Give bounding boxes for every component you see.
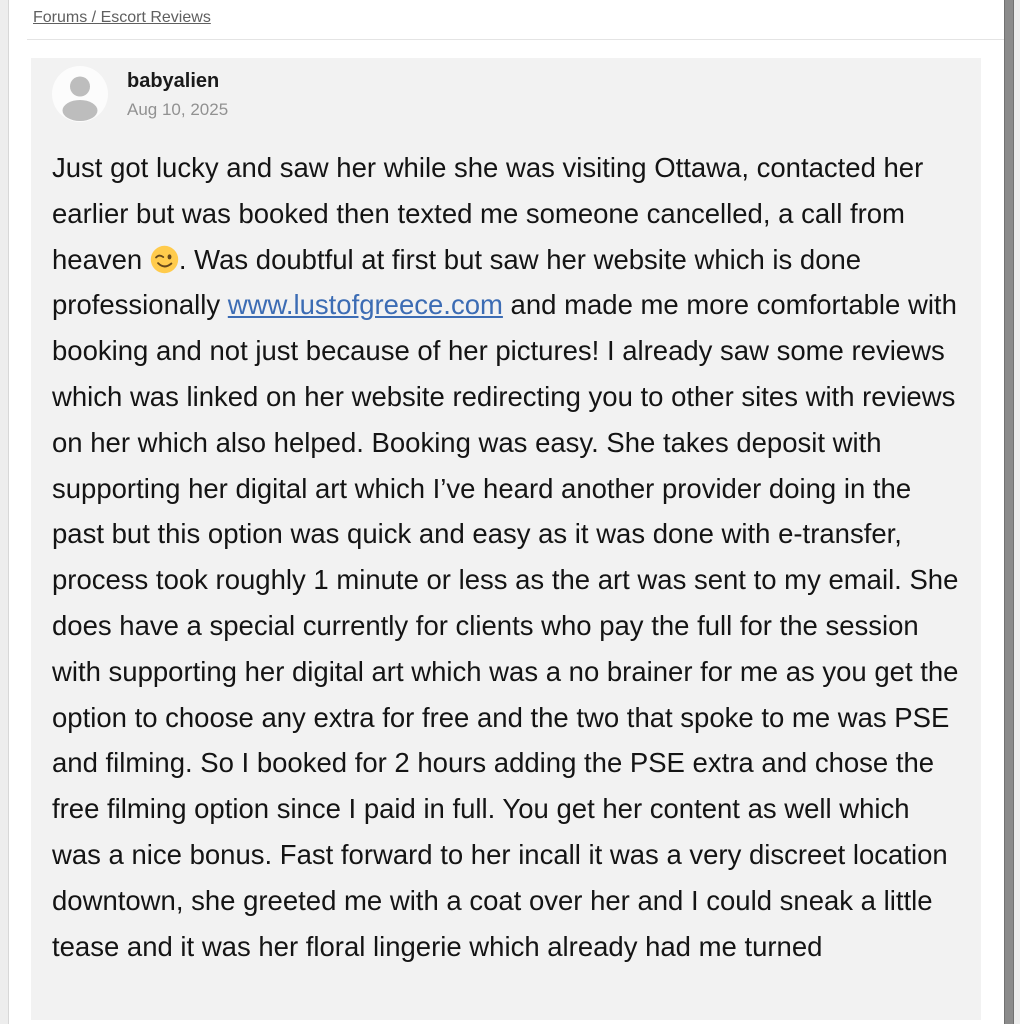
scrollbar-track[interactable] xyxy=(1004,0,1020,1024)
post-text-part2: . Was doubtful at first but saw her website which is done professionally xyxy=(52,243,862,321)
author-block xyxy=(127,66,228,120)
header-divider xyxy=(27,39,1004,40)
post-text-part3: and made me more comfortable with booking and not just because of her pictures! I already saw some reviews which was linked on her website redirecting you to other sites with reviews on her which also helped. Booking was easy. She takes deposit with supporting her digital art which I’ve heard another provider doing in the past but this option was quick and easy as it was done with e-transfer, process took roughly 1 minute or less as the art was sent to my email. She does have a special currently for clients who pay the full for the session with supporting her digital art which was a no brainer for me as you get the option to choose any extra for free and the two that spoke to me was PSE and filming. So I booked for 2 hours adding the PSE extra and chose the free filming option since I paid in full. You get her content as well which was a nice bonus. Fast forward to her incall it was a very discreet location downtown, she greeted me with a coat over her and I could sneak a little tease and it was her floral lingerie which already had me turned xyxy=(52,289,959,962)
author-username[interactable]: babyalien xyxy=(127,70,220,92)
post-text-part1: Just got lucky and saw her while she was visiting Ottawa, contacted her earlier but was booked then texted me someone cancelled, a call from heaven xyxy=(52,152,924,275)
post-header xyxy=(52,66,960,122)
winking-face-emoji xyxy=(150,242,179,271)
person-silhouette-icon xyxy=(52,109,108,122)
post-body-text xyxy=(52,145,960,969)
post-website-link[interactable]: www.lustofgreece.com xyxy=(227,289,503,321)
breadcrumb[interactable]: Forums / Escort Reviews xyxy=(33,9,211,26)
post-date: Aug 10, 2025 xyxy=(127,100,229,119)
avatar[interactable] xyxy=(52,66,108,122)
scrollbar-thumb[interactable] xyxy=(1004,0,1014,1024)
review-post-card xyxy=(31,58,981,1020)
